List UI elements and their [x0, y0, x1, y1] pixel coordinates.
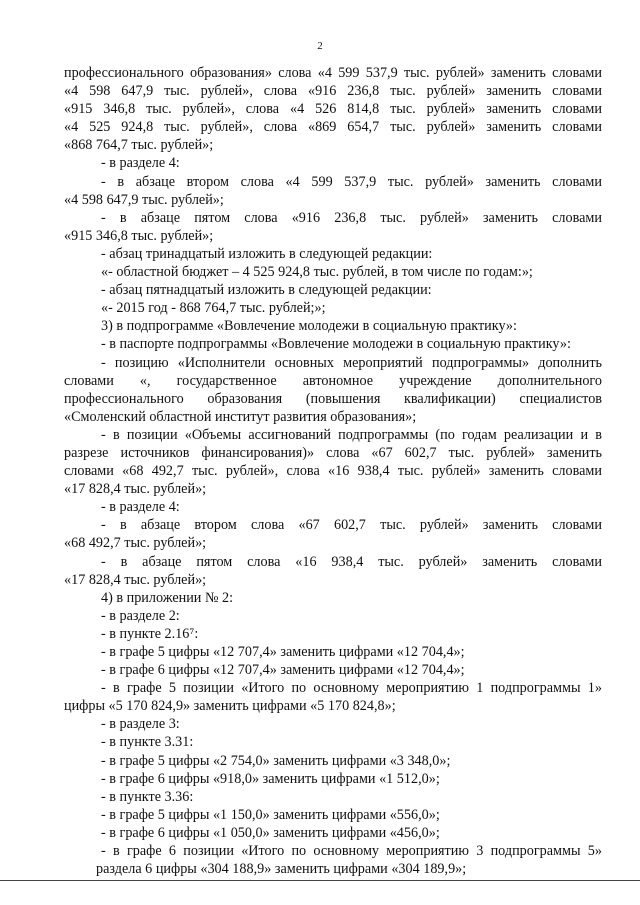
text-line: - в абзаце пятом слова «916 236,8 тыс. рублей» заменить словами [101, 209, 602, 226]
text-line: - в пункте 3.36: [101, 788, 194, 805]
text-line: - абзац тринадцатый изложить в следующей редакции: [101, 245, 433, 262]
text-line: - в пункте 3.31: [101, 734, 194, 751]
text-line: «915 346,8 тыс. рублей»; [64, 227, 214, 244]
text-line: цифры «5 170 824,9» заменить цифрами «5 170 824,8»; [64, 698, 396, 715]
text-line: - в паспорте подпрограммы «Вовлечение молодежи в социальную практику»: [101, 336, 571, 353]
text-line: - в абзаце втором слова «4 599 537,9 тыс. рублей» заменить словами [101, 173, 602, 190]
text-line: «- областной бюджет – 4 525 924,8 тыс. рублей, в том числе по годам:»; [101, 264, 533, 281]
text-line: - в графе 6 позиции «Итого по основному мероприятию 3 подпрограммы 5» [101, 843, 602, 860]
text-line: «4 598 647,9 тыс. рублей»; [64, 191, 224, 208]
text-line: - в разделе 4: [101, 155, 180, 172]
text-line: «868 764,7 тыс. рублей»; [64, 137, 214, 154]
text-line: - в графе 6 цифры «12 707,4» заменить цифрами «12 704,4»; [101, 662, 465, 679]
text-line: - в абзаце втором слова «67 602,7 тыс. рублей» заменить словами [101, 517, 602, 534]
text-line: - в графе 5 позиции «Итого по основному мероприятию 1 подпрограммы 1» [101, 680, 602, 697]
text-line: - в графе 5 цифры «1 150,0» заменить цифрами «556,0»; [101, 806, 440, 823]
text-line: 3) в подпрограмме «Вовлечение молодежи в социальную практику»: [101, 318, 517, 335]
text-line: - в пункте 2.16⁷: [101, 625, 199, 642]
text-line: 4) в приложении № 2: [101, 589, 234, 606]
text-line: словами «, государственное автономное учреждение дополнительного [64, 372, 602, 389]
page-number: 2 [317, 40, 323, 52]
text-line: - в разделе 4: [101, 499, 180, 516]
text-line: профессионального образования» слова «4 599 537,9 тыс. рублей» заменить словами [64, 65, 602, 81]
text-line: раздела 6 цифры «304 188,9» заменить цифрами «304 189,9»; [96, 861, 467, 878]
text-line: «- 2015 год - 868 764,7 тыс. рублей;»; [101, 300, 326, 317]
text-line: - в позиции «Объемы ассигнований подпрограммы (по годам реализации и в [101, 426, 602, 443]
text-line: профессионального образования (повышения квалификации) специалистов [64, 390, 602, 407]
document-body [64, 64, 602, 878]
text-line: - абзац пятнадцатый изложить в следующей редакции: [101, 282, 432, 299]
text-line: - в графе 5 цифры «2 754,0» заменить цифрами «3 348,0»; [101, 752, 451, 769]
text-line: - в графе 5 цифры «12 707,4» заменить цифрами «12 704,4»; [101, 644, 465, 660]
text-line: «4 525 924,8 тыс. рублей», слова «869 654,7 тыс. рублей» заменить словами [64, 119, 602, 136]
text-line: - в разделе 3: [101, 716, 180, 733]
text-line: разрезе источников финансирования)» слова «67 602,7 тыс. рублей» заменить [64, 444, 602, 461]
text-line: - в абзаце пятом слова «16 938,4 тыс. рублей» заменить словами [101, 553, 602, 570]
text-line: «68 492,7 тыс. рублей»; [64, 535, 207, 552]
text-line: «4 598 647,9 тыс. рублей», слова «916 236,8 тыс. рублей» заменить словами [64, 83, 602, 100]
footer-divider [0, 880, 640, 881]
text-line: словами «68 492,7 тыс. рублей», слова «16 938,4 тыс. рублей» заменить словами [64, 463, 602, 480]
text-line: «17 828,4 тыс. рублей»; [64, 481, 207, 498]
text-line: - в разделе 2: [101, 607, 180, 624]
text-line: «Смоленский областной институт развития образования»; [64, 408, 417, 425]
text-line: - в графе 6 цифры «918,0» заменить цифрами «1 512,0»; [101, 770, 440, 787]
text-line: - позицию «Исполнители основных мероприятий подпрограммы» дополнить [101, 354, 602, 371]
text-line: «17 828,4 тыс. рублей»; [64, 571, 207, 588]
text-line: - в графе 6 цифры «1 050,0» заменить цифрами «456,0»; [101, 824, 440, 841]
text-line: «915 346,8 тыс. рублей», слова «4 526 814,8 тыс. рублей» заменить словами [64, 101, 602, 118]
